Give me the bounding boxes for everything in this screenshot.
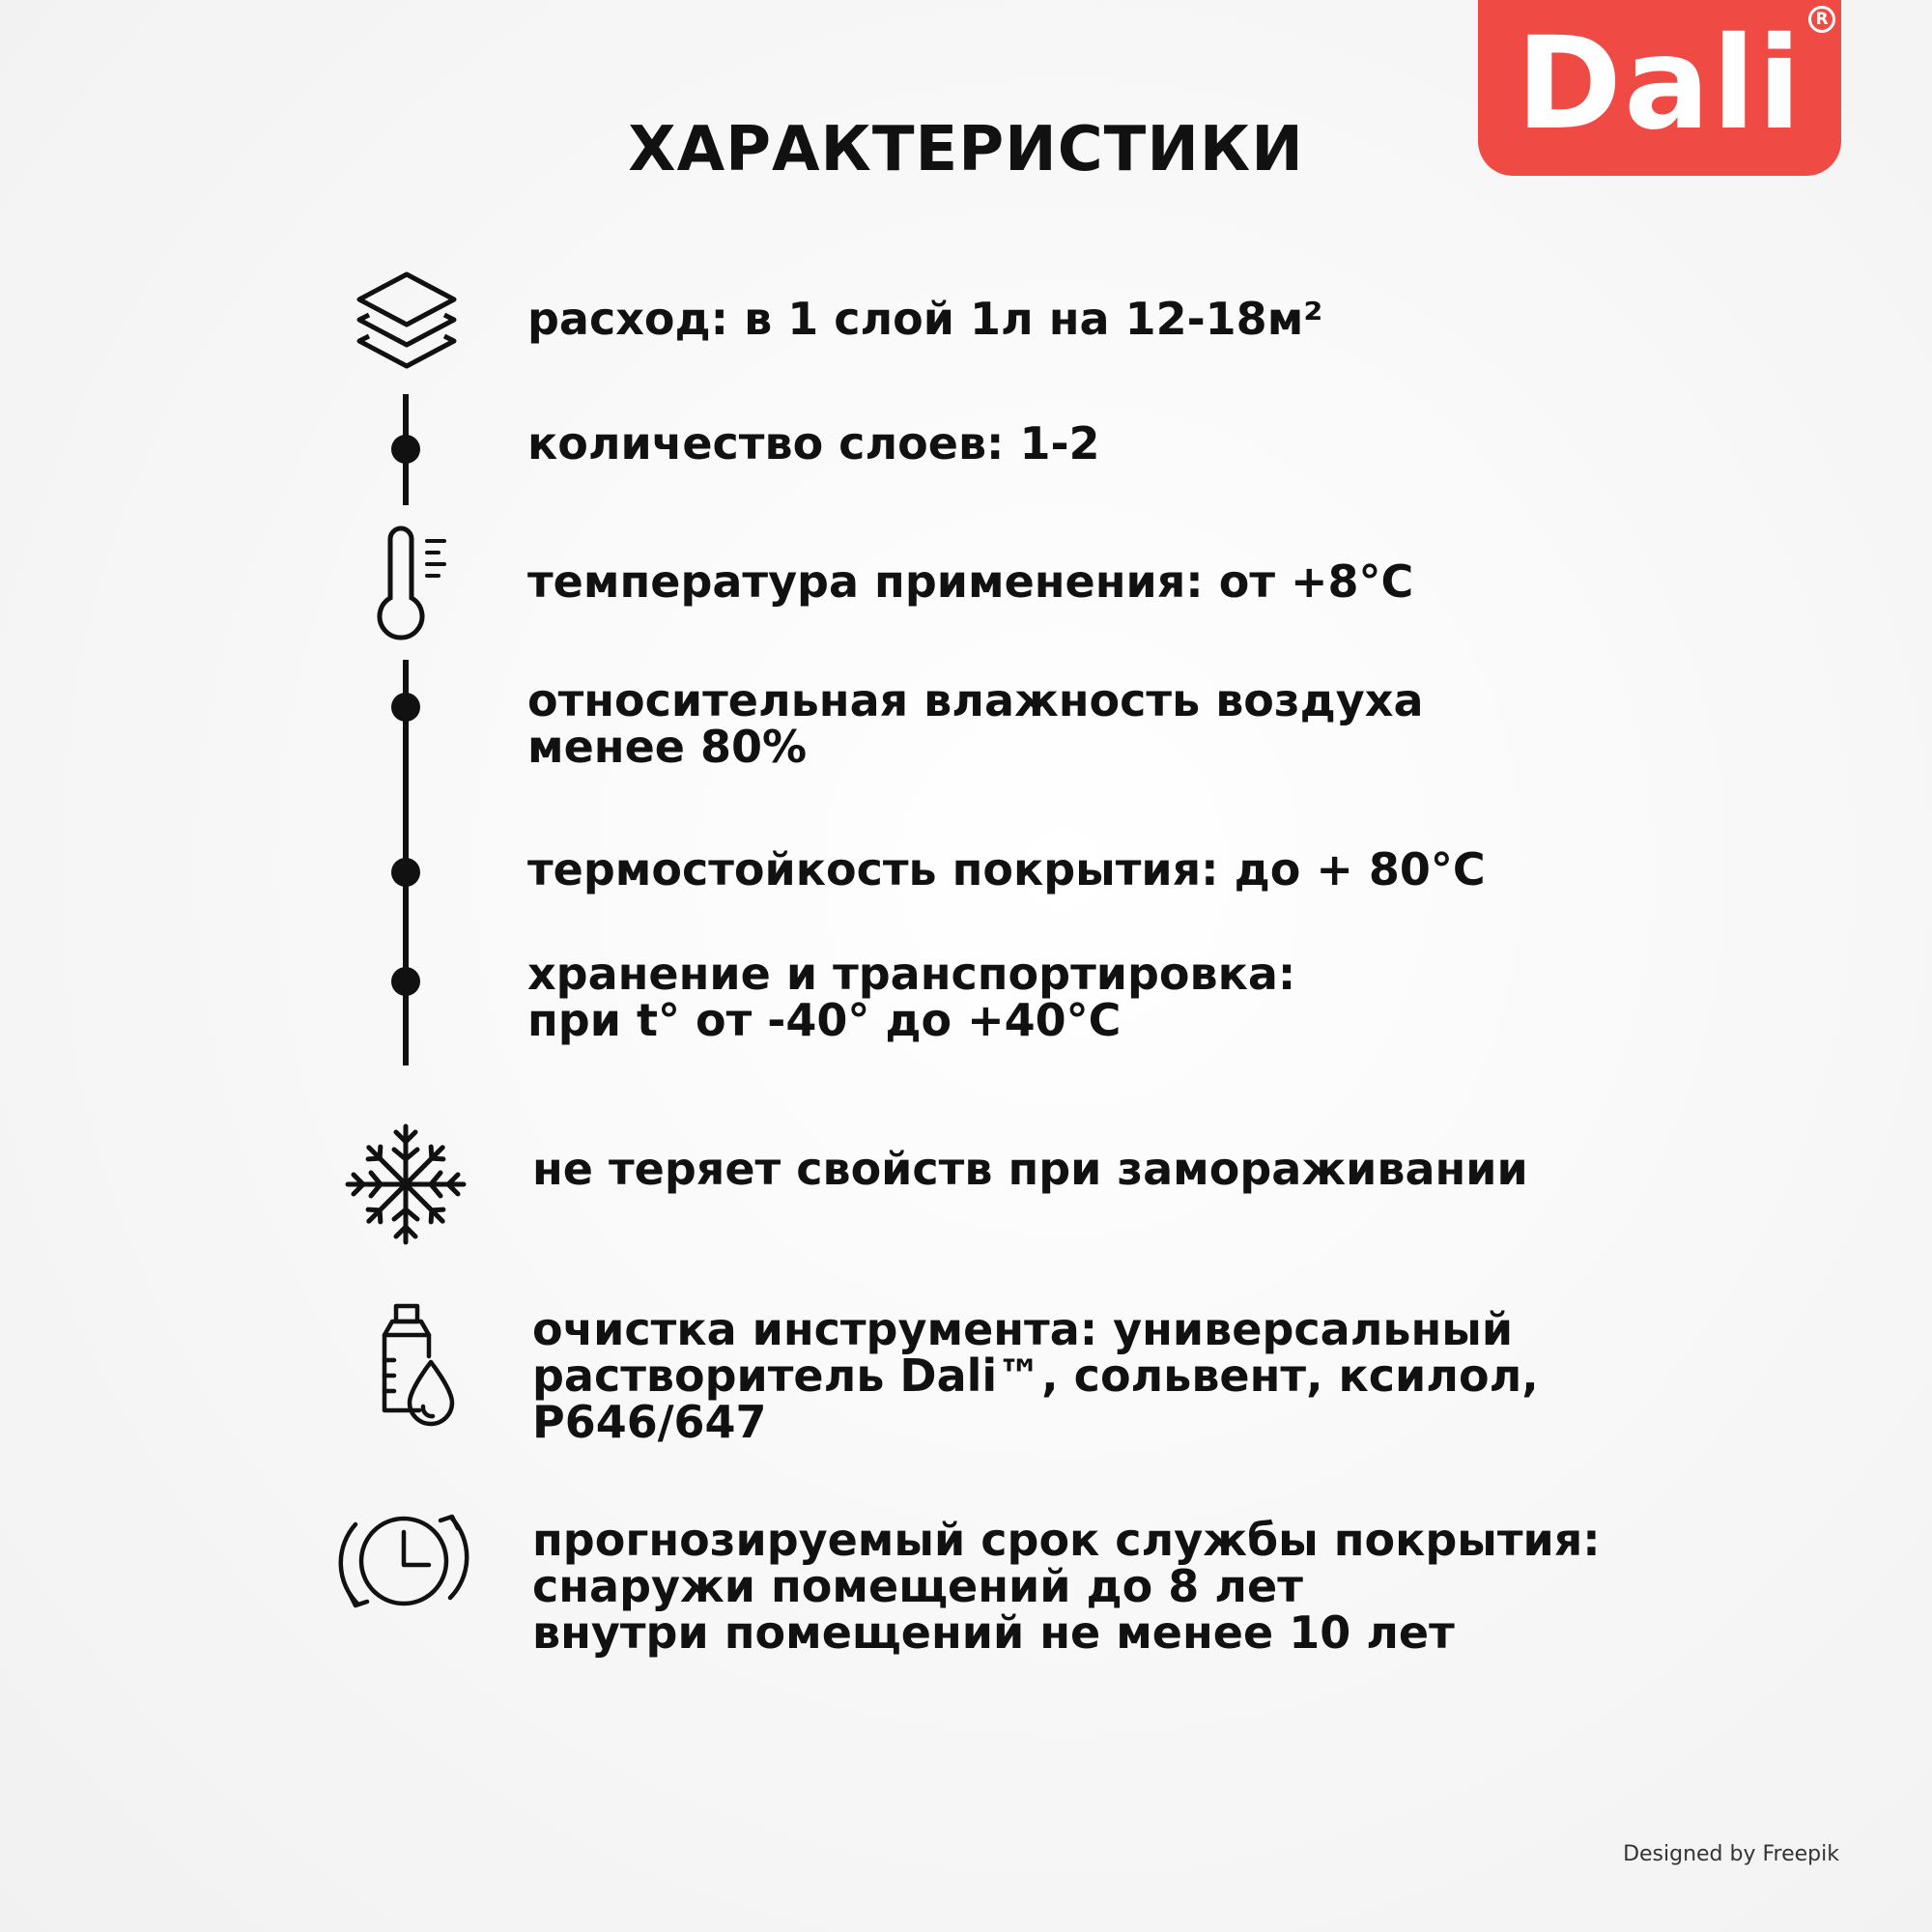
freeze-label <box>532 1143 1528 1195</box>
layers-count-label <box>527 417 1100 469</box>
humidity-text-line-2: менее 80% <box>527 721 808 773</box>
humidity-text-line-1: относительная влажность воздуха <box>527 674 1424 726</box>
freeze-text: не теряет свойств при замораживании <box>532 1143 1528 1195</box>
snowflake-icon <box>342 1121 469 1248</box>
layers-count-text: количество слоев: 1-2 <box>527 417 1100 469</box>
service-life-text-line-1: прогнозируемый срок службы покрытия: <box>532 1514 1601 1566</box>
tool-cleaning-text-line-3: Р646/647 <box>532 1396 767 1448</box>
timeline-connector <box>386 660 425 1065</box>
thermometer-icon <box>377 526 454 646</box>
credit-footer: Designed by Freepik <box>1623 1842 1839 1866</box>
humidity-label <box>527 674 1424 773</box>
timeline-dot <box>391 693 420 722</box>
registered-mark: R <box>1808 6 1835 33</box>
solvent-bottle-icon <box>379 1302 462 1430</box>
consumption-text: расход: в 1 слой 1л на 12-18м² <box>527 293 1323 345</box>
storage-label <box>527 948 1296 1046</box>
tool-cleaning-text-line-1: очистка инструмента: универсальный <box>532 1303 1514 1355</box>
service-life-label <box>532 1514 1601 1659</box>
service-life-text-line-2: снаружи помещений до 8 лет <box>532 1560 1303 1612</box>
brand-logo-text: Dali <box>1516 10 1804 158</box>
tool-cleaning-text-line-2: растворитель Dali™, сольвент, ксилол, <box>532 1350 1539 1402</box>
consumption-label <box>527 293 1323 345</box>
application-temperature-text: температура применения: от +8°С <box>527 555 1414 608</box>
heat-resistance-label <box>527 843 1486 895</box>
application-temperature-label <box>527 555 1414 608</box>
layers-icon <box>354 269 460 375</box>
storage-text-line-1: хранение и транспортировка: <box>527 948 1296 1000</box>
storage-text-line-2: при t° от -40° до +40°С <box>527 994 1122 1046</box>
page-title: ХАРАКТЕРИСТИКИ <box>628 114 1304 185</box>
timeline-dot <box>391 435 420 464</box>
timeline-dot <box>391 858 420 887</box>
clock-cycle-icon <box>334 1511 473 1611</box>
tool-cleaning-label <box>532 1303 1539 1448</box>
service-life-text-line-3: внутри помещений не менее 10 лет <box>532 1606 1455 1659</box>
heat-resistance-text: термостойкость покрытия: до + 80°С <box>527 843 1486 895</box>
timeline-connector <box>386 394 425 505</box>
timeline-dot <box>391 967 420 996</box>
